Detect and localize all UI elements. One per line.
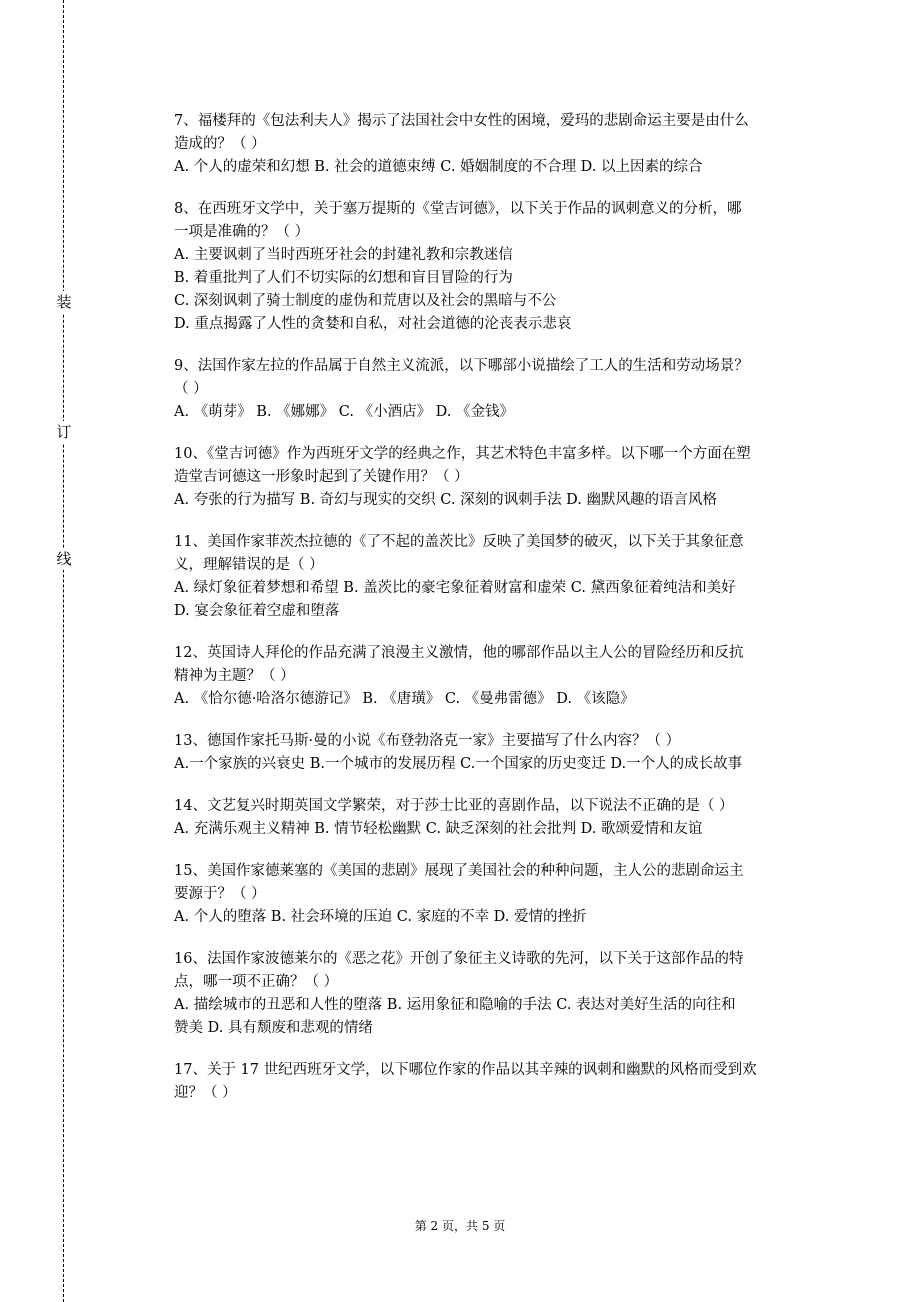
question-14 (174, 795, 824, 841)
question-stem-line: 8、在西班牙文学中，关于塞万提斯的《堂吉诃德》，以下关于作品的讽刺意义的分析，哪 (174, 201, 742, 217)
question-11 (174, 531, 824, 623)
binding-char-zhuang: 装 (54, 291, 74, 313)
binding-char-xian: 线 (54, 548, 74, 570)
question-12 (174, 642, 824, 711)
question-stem-line: 15、美国作家德莱塞的《美国的悲剧》展现了美国社会的种种问题，主人公的悲剧命运主 (174, 863, 744, 879)
question-stem-line: 精神为主题？（ ） (174, 668, 295, 684)
question-7 (174, 110, 824, 179)
question-stem-line: 9、法国作家左拉的作品属于自然主义流派，以下哪部小说描绘了工人的生活和劳动场景？ (174, 358, 749, 374)
question-option-line: A.一个家族的兴衰史 B.一个城市的发展历程 C.一个国家的历史变迁 D.一个人的成长故事 (174, 756, 743, 772)
question-option-line: A. 绿灯象征着梦想和希望 B. 盖茨比的豪宅象征着财富和虚荣 C. 黛西象征着纯洁和美好 (174, 580, 736, 596)
question-stem-line: 11、美国作家菲茨杰拉德的《了不起的盖茨比》反映了美国梦的破灭，以下关于其象征意 (174, 534, 744, 550)
question-option-line: A. 个人的虚荣和幻想 B. 社会的道德束缚 C. 婚姻制度的不合理 D. 以上因素的综合 (174, 159, 703, 175)
question-option-line: D. 重点揭露了人性的贪婪和自私，对社会道德的沦丧表示悲哀 (174, 316, 572, 332)
question-list (174, 110, 824, 1124)
question-option-line: A. 充满乐观主义精神 B. 情节轻松幽默 C. 缺乏深刻的社会批判 D. 歌颂爱情和友谊 (174, 821, 703, 837)
question-option-line: A. 《萌芽》 B. 《娜娜》 C. 《小酒店》 D. 《金钱》 (174, 404, 515, 420)
question-stem-line: 一项是准确的？（ ） (174, 224, 310, 240)
question-stem-line: 义，理解错误的是（ ） (174, 557, 324, 573)
question-stem-line: 7、福楼拜的《包法利夫人》揭示了法国社会中女性的困境，爱玛的悲剧命运主要是由什么 (174, 113, 749, 129)
question-stem-line: 要源于？（ ） (174, 886, 266, 902)
question-option-line: A. 夸张的行为描写 B. 奇幻与现实的交织 C. 深刻的讽刺手法 D. 幽默风趣的语言风格 (174, 492, 718, 508)
question-17 (174, 1059, 824, 1105)
question-15 (174, 860, 824, 929)
question-stem-line: 12、英国诗人拜伦的作品充满了浪漫主义激情，他的哪部作品以主人公的冒险经历和反抗 (174, 645, 744, 661)
question-option-line: A. 主要讽刺了当时西班牙社会的封建礼教和宗教迷信 (174, 247, 513, 263)
question-stem-line: 迎？（ ） (174, 1085, 237, 1101)
question-option-line: B. 着重批判了人们不切实际的幻想和盲目冒险的行为 (174, 270, 513, 286)
question-option-line: C. 深刻讽刺了骑士制度的虚伪和荒唐以及社会的黑暗与不公 (174, 293, 557, 309)
question-stem-line: 点，哪一项不正确？（ ） (174, 974, 339, 990)
question-option-line: A. 个人的堕落 B. 社会环境的压迫 C. 家庭的不幸 D. 爱情的挫折 (174, 909, 587, 925)
question-9 (174, 355, 824, 424)
question-option-line: D. 宴会象征着空虚和堕落 (174, 603, 340, 619)
question-10 (174, 443, 824, 512)
question-16 (174, 948, 824, 1040)
question-13 (174, 730, 824, 776)
question-stem-line: 17、关于 17 世纪西班牙文学，以下哪位作家的作品以其辛辣的讽刺和幽默的风格而受到欢 (174, 1062, 757, 1078)
question-stem-line: 10、《堂吉诃德》作为西班牙文学的经典之作，其艺术特色丰富多样。以下哪一个方面在塑 (174, 446, 751, 462)
question-stem-line: 13、德国作家托马斯·曼的小说《布登勃洛克一家》主要描写了什么内容？（ ） (174, 733, 681, 749)
question-option-line: 赞美 D. 具有颓废和悲观的情绪 (174, 1020, 373, 1036)
question-stem-line: 16、法国作家波德莱尔的《恶之花》开创了象征主义诗歌的先河，以下关于这部作品的特 (174, 951, 744, 967)
binding-dashed-line (63, 0, 64, 1302)
binding-char-ding: 订 (54, 421, 74, 443)
question-stem-line: 14、文艺复兴时期英国文学繁荣，对于莎士比亚的喜剧作品，以下说法不正确的是（ ） (174, 798, 734, 814)
question-option-line: A. 《恰尔德·哈洛尔德游记》 B. 《唐璜》 C. 《曼弗雷德》 D. 《该隐》 (174, 691, 635, 707)
question-option-line: A. 描绘城市的丑恶和人性的堕落 B. 运用象征和隐喻的手法 C. 表达对美好生活的向往和 (174, 997, 736, 1013)
question-stem-line: （ ） (174, 381, 208, 397)
page-footer: 第 2 页，共 5 页 (414, 1219, 506, 1233)
question-stem-line: 造成的？（ ） (174, 136, 266, 152)
question-stem-line: 造堂吉诃德这一形象时起到了关键作用？（ ） (174, 469, 469, 485)
question-8 (174, 198, 824, 336)
